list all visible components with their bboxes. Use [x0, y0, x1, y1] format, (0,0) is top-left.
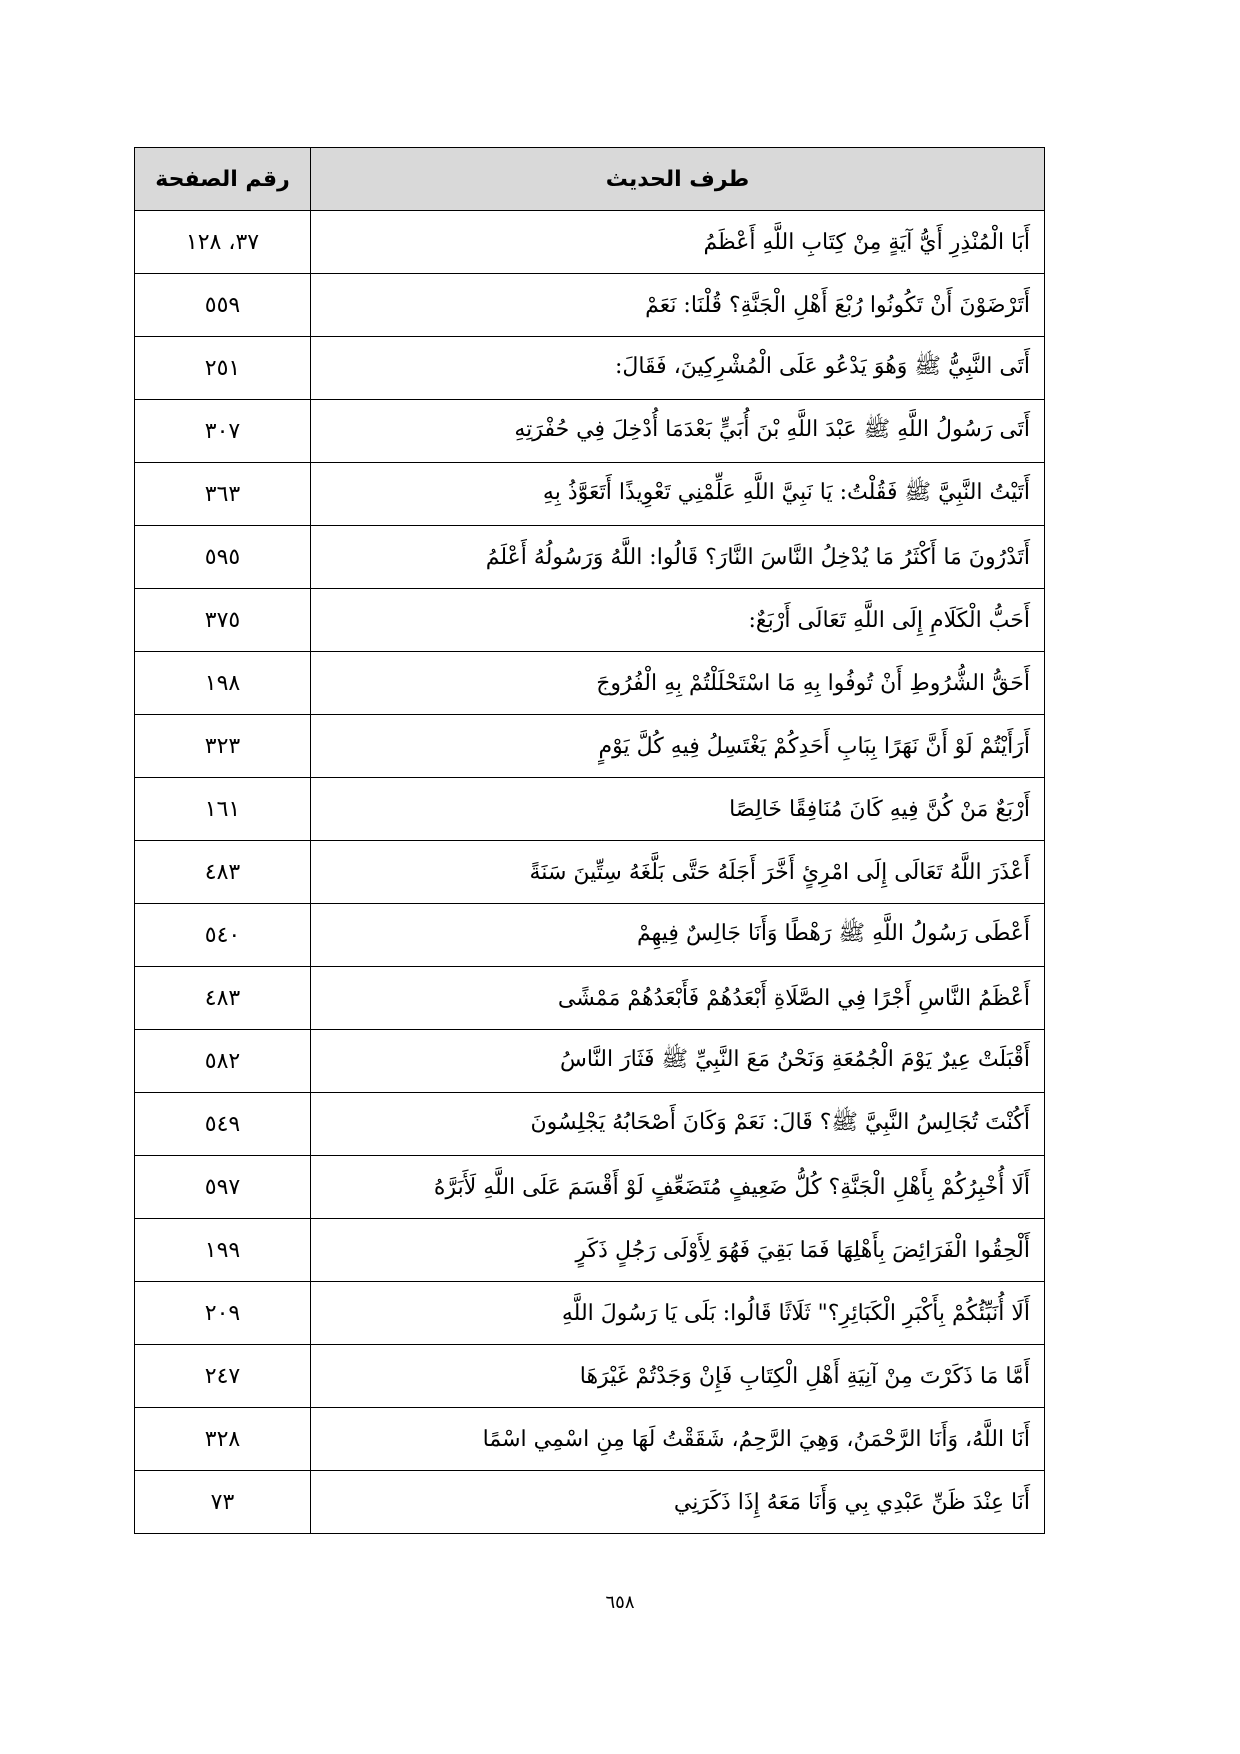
page-number-cell: ١٩٩ [135, 1219, 311, 1282]
hadith-text-cell: أَتَدْرُونَ مَا أَكْثَرُ مَا يُدْخِلُ النَّاسَ النَّارَ؟ قَالُوا: اللَّهُ وَرَسُولُهُ أَعْلَمُ [311, 526, 1045, 589]
table-row [135, 274, 1045, 337]
hadith-text-cell: أَحَقُّ الشُّرُوطِ أَنْ تُوفُوا بِهِ مَا اسْتَحْلَلْتُمْ بِهِ الْفُرُوجَ [311, 652, 1045, 715]
table-row [135, 211, 1045, 274]
hadith-text-cell: أَتَى رَسُولُ اللَّهِ ﷺ عَبْدَ اللَّهِ بْنَ أُبَيٍّ بَعْدَمَا أُدْخِلَ فِي حُفْرَتِهِ [311, 400, 1045, 463]
hadith-index-table [134, 147, 1045, 1534]
table-row [135, 967, 1045, 1030]
hadith-text-cell: أَرَأَيْتُمْ لَوْ أَنَّ نَهَرًا بِبَابِ أَحَدِكُمْ يَغْتَسِلُ فِيهِ كُلَّ يَوْمٍ [311, 715, 1045, 778]
page-number-cell: ٤٨٣ [135, 967, 311, 1030]
table-row [135, 1219, 1045, 1282]
page-number-cell: ٣٧، ١٢٨ [135, 211, 311, 274]
table-row [135, 526, 1045, 589]
table-header-row [135, 148, 1045, 211]
page-number-cell: ٢٤٧ [135, 1345, 311, 1408]
table-row [135, 400, 1045, 463]
table-row [135, 841, 1045, 904]
hadith-text-cell: أَتَى النَّبِيُّ ﷺ وَهُوَ يَدْعُو عَلَى الْمُشْرِكِينَ، فَقَالَ: [311, 337, 1045, 400]
table-body [135, 211, 1045, 1534]
page-number-cell: ٣٢٣ [135, 715, 311, 778]
hadith-text-cell: أَكُنْتَ تُجَالِسُ النَّبِيَّ ﷺ؟ قَالَ: نَعَمْ وَكَانَ أَصْحَابُهُ يَجْلِسُونَ [311, 1093, 1045, 1156]
page-number-cell: ٣٠٧ [135, 400, 311, 463]
page-number-cell: ٥٩٧ [135, 1156, 311, 1219]
hadith-text-cell: أَنَا اللَّهُ، وَأَنَا الرَّحْمَنُ، وَهِيَ الرَّحِمُ، شَقَقْتُ لَهَا مِنِ اسْمِي اسْمًا [311, 1408, 1045, 1471]
page-number-cell: ٥٩٥ [135, 526, 311, 589]
table-row [135, 1030, 1045, 1093]
table-row [135, 1093, 1045, 1156]
page-number-cell: ٥٨٢ [135, 1030, 311, 1093]
hadith-text-cell: أَرْبَعٌ مَنْ كُنَّ فِيهِ كَانَ مُنَافِقًا خَالِصًا [311, 778, 1045, 841]
hadith-text-cell: أَلَا أُخْبِرُكُمْ بِأَهْلِ الْجَنَّةِ؟ كُلُّ ضَعِيفٍ مُتَضَعِّفٍ لَوْ أَقْسَمَ عَلَى اللَّهِ لَأَبَرَّهُ [311, 1156, 1045, 1219]
page-number-cell: ٤٨٣ [135, 841, 311, 904]
table-row [135, 589, 1045, 652]
page-number-cell: ٣٦٣ [135, 463, 311, 526]
page-number-cell: ٥٤٩ [135, 1093, 311, 1156]
table-row [135, 1345, 1045, 1408]
hadith-text-cell: أَقْبَلَتْ عِيرٌ يَوْمَ الْجُمُعَةِ وَنَحْنُ مَعَ النَّبِيِّ ﷺ فَثَارَ النَّاسُ [311, 1030, 1045, 1093]
hadith-text-cell: أَلْحِقُوا الْفَرَائِضَ بِأَهْلِهَا فَمَا بَقِيَ فَهُوَ لِأَوْلَى رَجُلٍ ذَكَرٍ [311, 1219, 1045, 1282]
page-number-cell: ١٦١ [135, 778, 311, 841]
page-number-cell: ٣٢٨ [135, 1408, 311, 1471]
table-row [135, 1156, 1045, 1219]
page-number-cell: ٥٤٠ [135, 904, 311, 967]
page-number-cell: ٣٧٥ [135, 589, 311, 652]
table-row [135, 652, 1045, 715]
table-row [135, 337, 1045, 400]
table-row [135, 1282, 1045, 1345]
hadith-text-cell: أَعْذَرَ اللَّهُ تَعَالَى إِلَى امْرِئٍ أَخَّرَ أَجَلَهُ حَتَّى بَلَّغَهُ سِتِّينَ سَنَةً [311, 841, 1045, 904]
table-row [135, 1471, 1045, 1534]
hadith-text-cell: أَبَا الْمُنْذِرِ أَيُّ آيَةٍ مِنْ كِتَابِ اللَّهِ أَعْظَمُ [311, 211, 1045, 274]
hadith-text-cell: أَعْظَمُ النَّاسِ أَجْرًا فِي الصَّلَاةِ أَبْعَدُهُمْ فَأَبْعَدُهُمْ مَمْشًى [311, 967, 1045, 1030]
hadith-text-cell: أَتَرْضَوْنَ أَنْ تَكُونُوا رُبْعَ أَهْلِ الْجَنَّةِ؟ قُلْنَا: نَعَمْ [311, 274, 1045, 337]
hadith-text-cell: أَحَبُّ الْكَلَامِ إِلَى اللَّهِ تَعَالَى أَرْبَعٌ: [311, 589, 1045, 652]
hadith-text-cell: أَلَا أُنَبِّئُكُمْ بِأَكْبَرِ الْكَبَائِرِ؟" ثَلَاثًا قَالُوا: بَلَى يَا رَسُولَ اللَّهِ [311, 1282, 1045, 1345]
hadith-text-cell: أَمَّا مَا ذَكَرْتَ مِنْ آنِيَةِ أَهْلِ الْكِتَابِ فَإِنْ وَجَدْتُمْ غَيْرَهَا [311, 1345, 1045, 1408]
table-row [135, 778, 1045, 841]
table-row [135, 904, 1045, 967]
header-page-number: رقم الصفحة [135, 148, 311, 211]
page-number-cell: ١٩٨ [135, 652, 311, 715]
page-number-cell: ٢٥١ [135, 337, 311, 400]
hadith-text-cell: أَتَيْتُ النَّبِيَّ ﷺ فَقُلْتُ: يَا نَبِيَّ اللَّهِ عَلِّمْنِي تَعْوِيذًا أَتَعَوَّذُ بِهِ [311, 463, 1045, 526]
table-row [135, 463, 1045, 526]
table-row [135, 715, 1045, 778]
page-number: ٦٥٨ [605, 1592, 635, 1613]
page-number-cell: ٧٣ [135, 1471, 311, 1534]
hadith-text-cell: أَنَا عِنْدَ ظَنِّ عَبْدِي بِي وَأَنَا مَعَهُ إِذَا ذَكَرَنِي [311, 1471, 1045, 1534]
page-number-cell: ٥٥٩ [135, 274, 311, 337]
header-hadith: طرف الحديث [311, 148, 1045, 211]
table-row [135, 1408, 1045, 1471]
hadith-text-cell: أَعْطَى رَسُولُ اللَّهِ ﷺ رَهْطًا وَأَنَا جَالِسٌ فِيهِمْ [311, 904, 1045, 967]
page-number-cell: ٢٠٩ [135, 1282, 311, 1345]
